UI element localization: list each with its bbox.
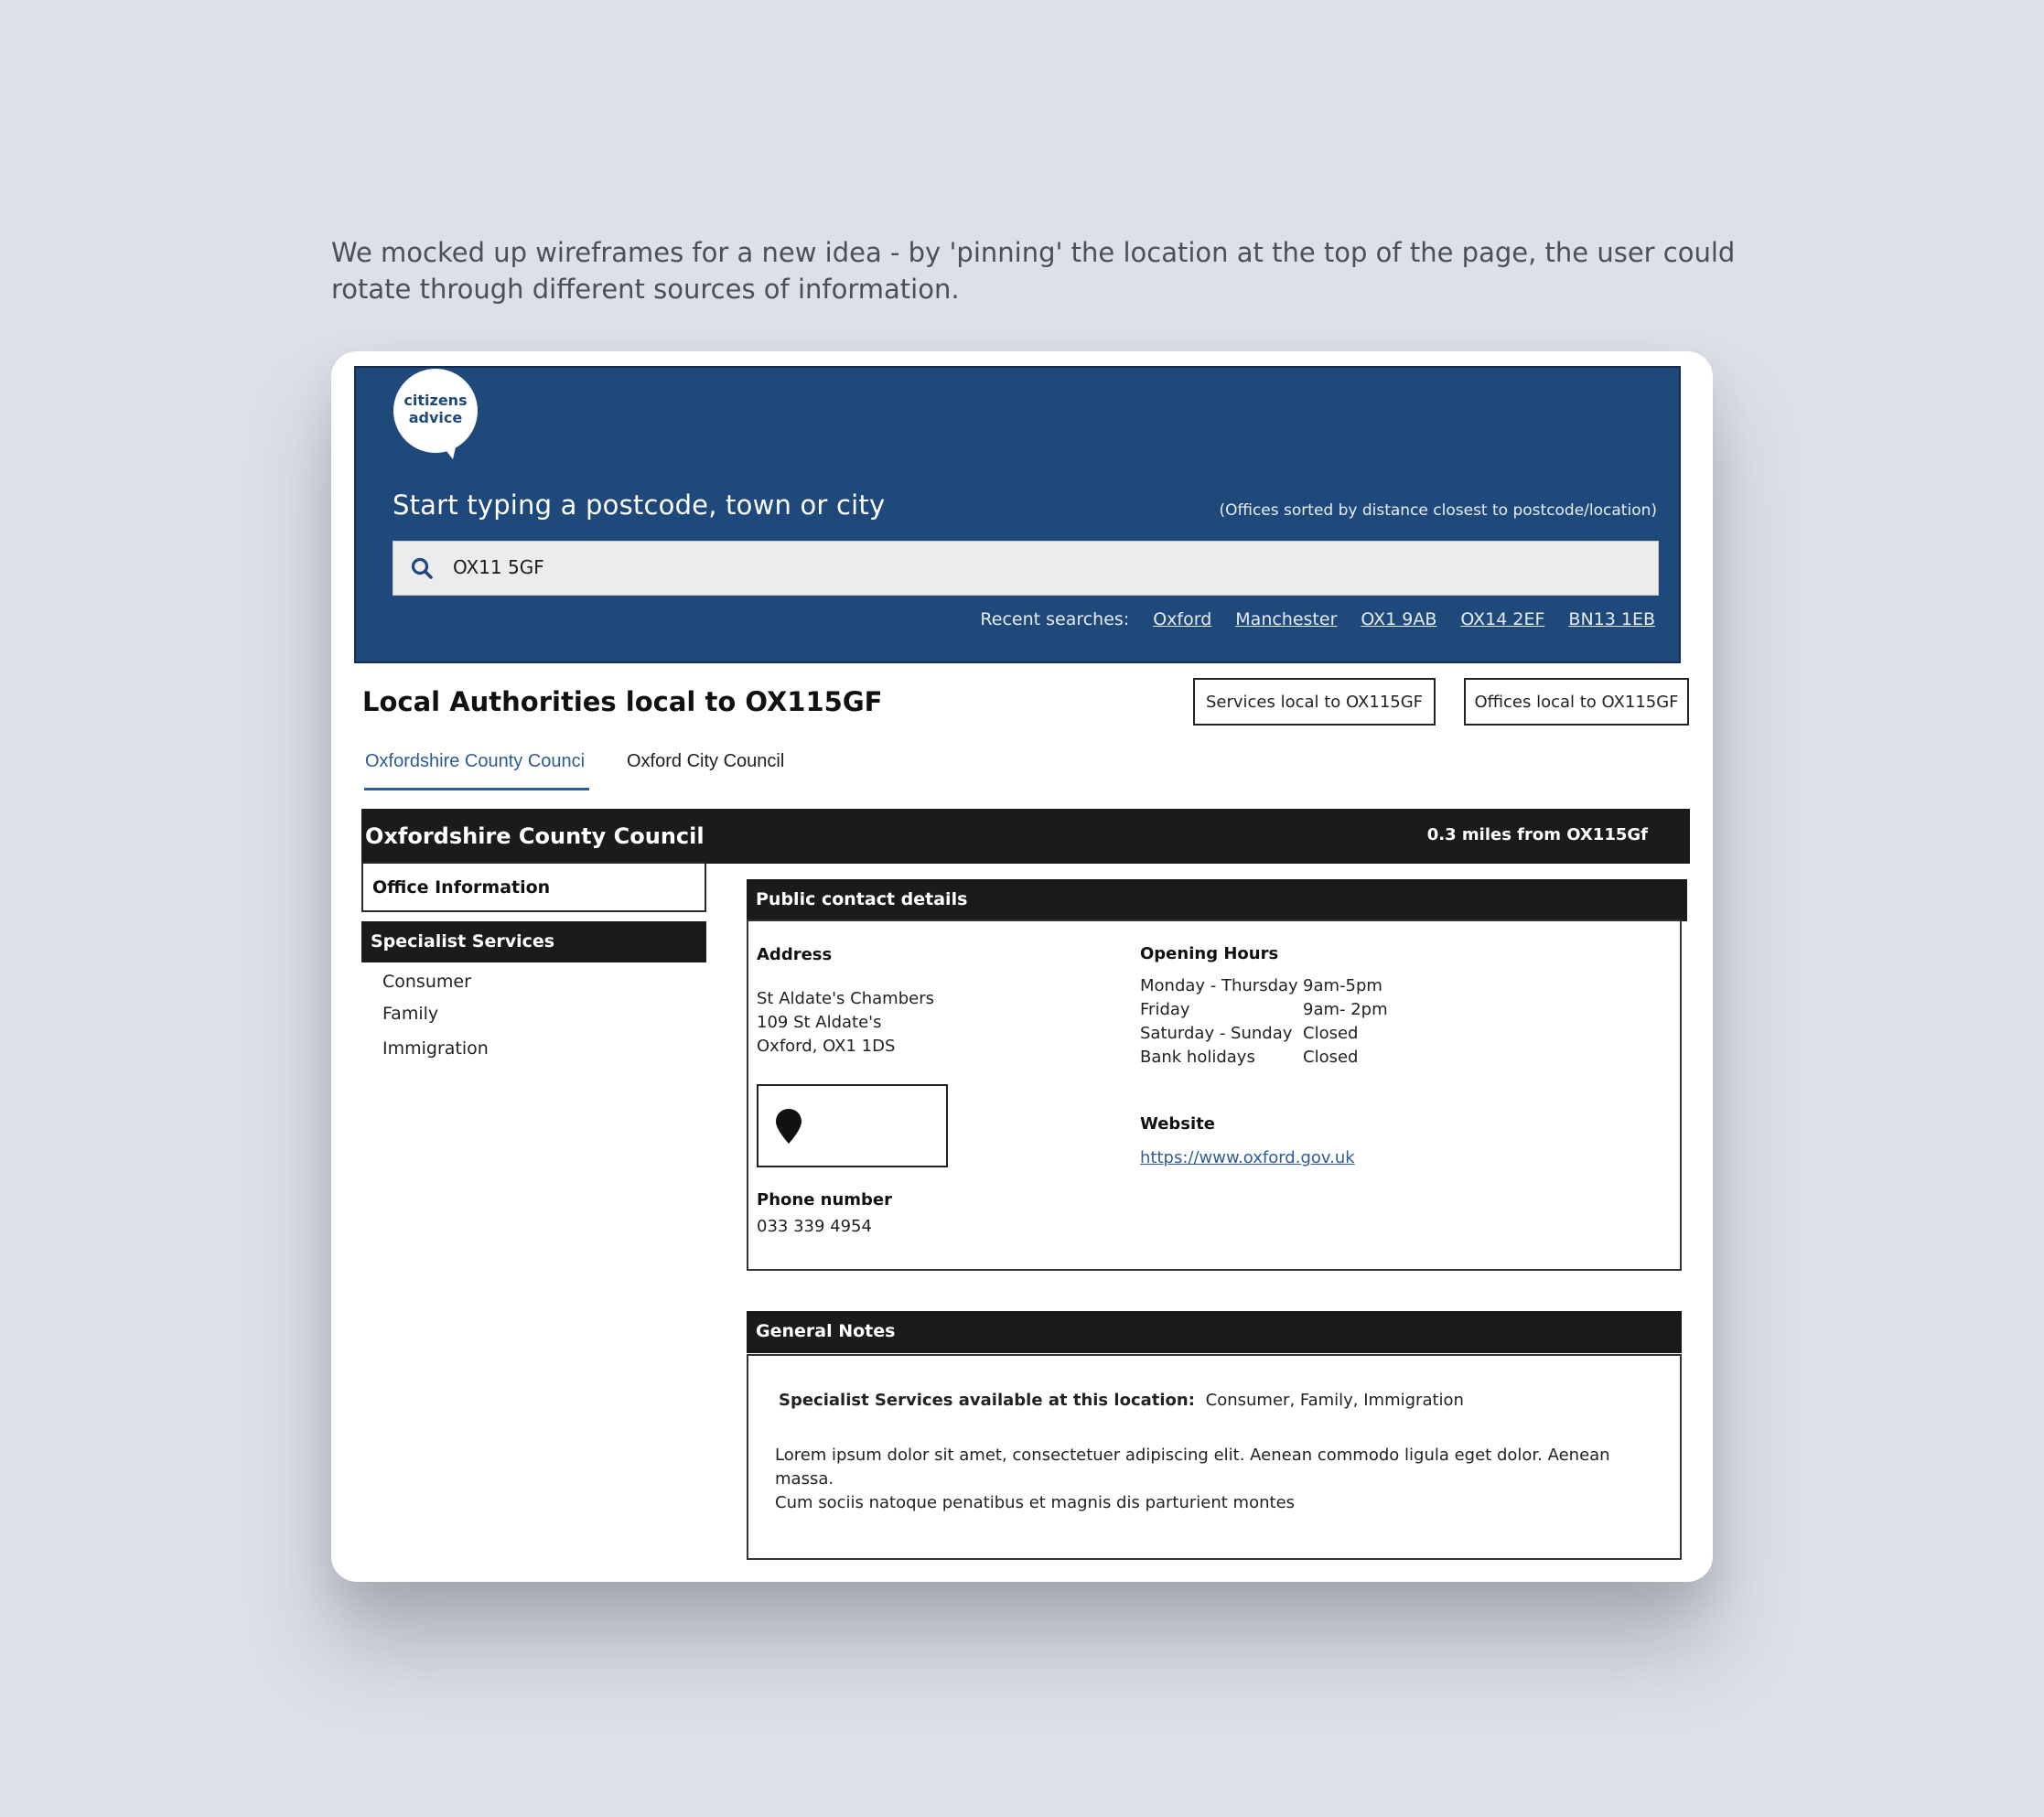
hours-row <box>1140 1046 1388 1070</box>
recent-search-link[interactable]: Oxford <box>1153 609 1212 629</box>
hours-time: 9am-5pm <box>1303 976 1382 995</box>
organisation-name: Oxfordshire County Council <box>365 823 705 849</box>
wireframe-card <box>331 351 1713 1582</box>
opening-hours-table <box>1140 974 1388 1070</box>
hours-time: 9am- 2pm <box>1303 1000 1388 1019</box>
recent-searches-label: Recent searches: <box>980 609 1130 629</box>
recent-searches <box>980 609 1655 629</box>
logo-text: citizens advice <box>403 392 468 426</box>
organisation-bar <box>361 809 1690 864</box>
hours-time: Closed <box>1303 1048 1359 1067</box>
search-header <box>354 366 1681 663</box>
hours-day: Monday - Thursday <box>1140 976 1298 995</box>
nav-service-item[interactable]: Consumer <box>382 972 471 992</box>
address-line: Oxford, OX1 1DS <box>757 1037 896 1056</box>
contact-panel <box>747 919 1682 1271</box>
recent-search-link[interactable]: Manchester <box>1235 609 1338 629</box>
services-local-button[interactable]: Services local to OX115GF <box>1193 678 1436 726</box>
hours-row <box>1140 974 1388 998</box>
hours-day: Bank holidays <box>1140 1048 1255 1067</box>
search-prompt: Start typing a postcode, town or city <box>393 489 886 521</box>
hours-day: Saturday - Sunday <box>1140 1024 1293 1043</box>
address-line: 109 St Aldate's <box>757 1013 882 1032</box>
nav-specialist-services[interactable]: Specialist Services <box>361 921 706 962</box>
address-line: St Aldate's Chambers <box>757 989 934 1008</box>
active-tab-indicator <box>364 788 589 790</box>
hours-day: Friday <box>1140 1000 1190 1019</box>
notes-services-label: Specialist Services available at this location: <box>779 1391 1195 1410</box>
map-thumbnail[interactable] <box>757 1084 948 1167</box>
contact-panel-heading: Public contact details <box>747 879 1687 921</box>
tab-oxfordshire-county-council[interactable]: Oxfordshire County Counci <box>365 751 586 771</box>
nav-service-item[interactable]: Family <box>382 1004 439 1024</box>
recent-search-link[interactable]: OX14 2EF <box>1460 609 1545 629</box>
phone-number: 033 339 4954 <box>757 1217 872 1236</box>
page-title: Local Authorities local to OX115GF <box>362 686 883 717</box>
hours-row <box>1140 1022 1388 1046</box>
nav-service-item[interactable]: Immigration <box>382 1038 489 1059</box>
opening-hours-label: Opening Hours <box>1140 944 1279 963</box>
organisation-distance: 0.3 miles from OX115Gf <box>1426 825 1648 844</box>
sort-note: (Offices sorted by distance closest to postcode/location) <box>1219 501 1657 520</box>
website-label: Website <box>1140 1114 1216 1134</box>
notes-body-text: Lorem ipsum dolor sit amet, consectetuer adipiscing elit. Aenean commodo ligula eget dolor. Aenean massa. Cum sociis natoque penatibus et magnis dis parturient montes <box>775 1446 1610 1512</box>
notes-services-value: Consumer, Family, Immigration <box>1205 1391 1464 1410</box>
notes-services-line <box>779 1389 1464 1413</box>
search-input[interactable] <box>393 541 1659 596</box>
search-icon <box>410 556 434 580</box>
notes-panel-heading: General Notes <box>747 1311 1682 1353</box>
phone-label: Phone number <box>757 1190 893 1210</box>
offices-local-button[interactable]: Offices local to OX115GF <box>1464 678 1689 726</box>
nav-office-information[interactable]: Office Information <box>361 862 706 912</box>
map-pin-icon <box>775 1108 802 1145</box>
hours-time: Closed <box>1303 1024 1359 1043</box>
address-label: Address <box>757 945 833 964</box>
page-caption: We mocked up wireframes for a new idea - by 'pinning' the location at the top of the page, the user could rotate through different sources of information. <box>331 237 1736 305</box>
tab-oxford-city-council[interactable]: Oxford City Council <box>627 751 785 771</box>
recent-search-link[interactable]: BN13 1EB <box>1568 609 1655 629</box>
notes-panel <box>747 1354 1682 1560</box>
search-value: OX11 5GF <box>453 556 544 578</box>
recent-search-link[interactable]: OX1 9AB <box>1361 609 1437 629</box>
website-link[interactable]: https://www.oxford.gov.uk <box>1140 1148 1355 1167</box>
hours-row <box>1140 998 1388 1022</box>
